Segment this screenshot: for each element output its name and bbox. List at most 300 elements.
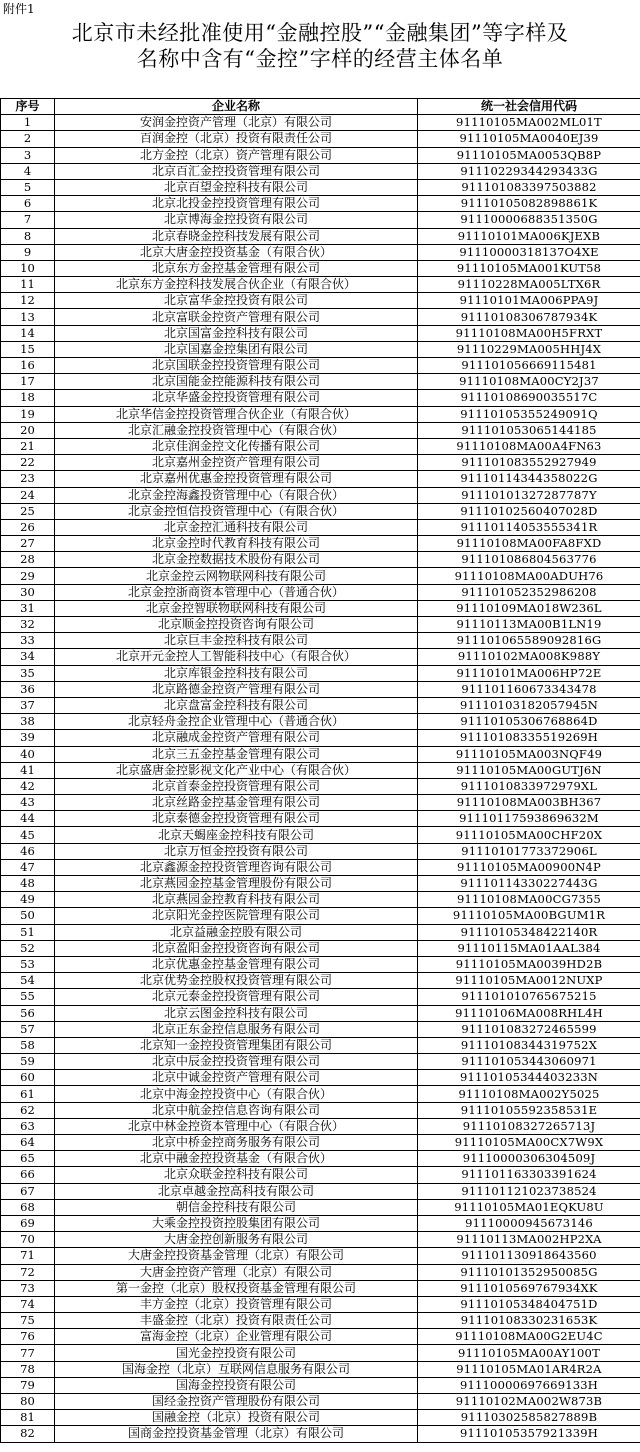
company-name: 北京富联金控资产管理有限公司 <box>55 309 418 325</box>
company-name: 大唐金控资产管理（北京）有限公司 <box>55 1264 418 1280</box>
company-name: 北京金控数据技术股份有限公司 <box>55 552 418 568</box>
table-row <box>1 1118 640 1134</box>
table-row <box>1 859 640 875</box>
table-row <box>1 260 640 276</box>
row-index: 62 <box>1 1102 55 1118</box>
row-index: 77 <box>1 1345 55 1361</box>
table-row <box>1 487 640 503</box>
row-index: 76 <box>1 1329 55 1345</box>
table-row <box>1 1021 640 1037</box>
company-name: 北京优势金控股权投资管理有限公司 <box>55 973 418 989</box>
credit-code: 91110229344293433G <box>418 163 640 179</box>
company-name: 北京知一金控投资管理集团有限公司 <box>55 1037 418 1053</box>
row-index: 6 <box>1 196 55 212</box>
row-index: 81 <box>1 1410 55 1426</box>
table-row <box>1 568 640 584</box>
company-name: 国融金控（北京）投资有限公司 <box>55 1410 418 1426</box>
row-index: 66 <box>1 1167 55 1183</box>
row-index: 13 <box>1 309 55 325</box>
company-name: 北京东方金控基金管理有限公司 <box>55 260 418 276</box>
credit-code: 91110101MA006HP72E <box>418 665 640 681</box>
credit-code: 91110105348422140R <box>418 924 640 940</box>
table-row <box>1 390 640 406</box>
table-row <box>1 228 640 244</box>
row-index: 43 <box>1 795 55 811</box>
company-name: 大唐金控投资基金管理（北京）有限公司 <box>55 1248 418 1264</box>
table-row <box>1 1232 640 1248</box>
table-row <box>1 196 640 212</box>
company-name: 北京北投金控投资管理有限公司 <box>55 196 418 212</box>
company-name: 北京首泰金控投资管理有限公司 <box>55 778 418 794</box>
company-name: 北京众联金控科技有限公司 <box>55 1167 418 1183</box>
credit-code: 91110105MA01EQKU8U <box>418 1199 640 1215</box>
credit-code: 91110105355249091Q <box>418 406 640 422</box>
company-name: 北京万恒金控投资有限公司 <box>55 843 418 859</box>
credit-code: 911101083552927949 <box>418 455 640 471</box>
company-name: 北京中航金控信息咨询有限公司 <box>55 1102 418 1118</box>
company-name: 北京正东金控信息服务有限公司 <box>55 1021 418 1037</box>
credit-code: 91110117593869632M <box>418 811 640 827</box>
company-name: 北京汇融金控投资管理中心（有限合伙） <box>55 422 418 438</box>
company-name: 北京华盛金控投资管理有限公司 <box>55 390 418 406</box>
company-name: 北京金控浙商资本管理中心（普通合伙） <box>55 584 418 600</box>
credit-code: 91110105357921339H <box>418 1426 640 1442</box>
table-row <box>1 455 640 471</box>
table-row <box>1 163 640 179</box>
credit-code: 91110105MA00CX7W9X <box>418 1135 640 1151</box>
row-index: 68 <box>1 1199 55 1215</box>
row-index: 29 <box>1 568 55 584</box>
company-name: 北京云图金控科技有限公司 <box>55 1005 418 1021</box>
row-index: 3 <box>1 147 55 163</box>
company-name: 北京东方金控科技发展合伙企业（有限合伙） <box>55 277 418 293</box>
credit-code: 9111010833972979XL <box>418 778 640 794</box>
credit-code: 911101160673343478 <box>418 681 640 697</box>
table-row <box>1 665 640 681</box>
table-row <box>1 1248 640 1264</box>
credit-code: 91110105348404751D <box>418 1296 640 1312</box>
credit-code: 911101121023738524 <box>418 1183 640 1199</box>
credit-code: 911101056669115481 <box>418 358 640 374</box>
company-name: 北京国能金控能源科技有限公司 <box>55 374 418 390</box>
company-name: 北京嘉州优惠金控投资管理有限公司 <box>55 471 418 487</box>
company-name: 北京元泰金控投资管理有限公司 <box>55 989 418 1005</box>
credit-code: 91110105MA002ML01T <box>418 115 640 131</box>
credit-code: 91110101352950085G <box>418 1264 640 1280</box>
table-row <box>1 778 640 794</box>
company-name: 大乘金控投资控股集团有限公司 <box>55 1215 418 1231</box>
company-name: 北京益融金控股有限公司 <box>55 924 418 940</box>
credit-code: 91110108335519269H <box>418 730 640 746</box>
row-index: 4 <box>1 163 55 179</box>
table-row <box>1 1086 640 1102</box>
company-name: 北京百汇金控投资管理有限公司 <box>55 163 418 179</box>
row-index: 74 <box>1 1296 55 1312</box>
table-body <box>1 115 640 1442</box>
row-index: 75 <box>1 1313 55 1329</box>
company-name: 丰盛金控（北京）投资有限责任公司 <box>55 1313 418 1329</box>
credit-code: 91110102MA002W873B <box>418 1394 640 1410</box>
company-name: 第一金控（北京）股权投资基金管理有限公司 <box>55 1280 418 1296</box>
row-index: 32 <box>1 617 55 633</box>
table-row <box>1 1426 640 1442</box>
row-index: 41 <box>1 762 55 778</box>
credit-code: 91110105MA0053QB8P <box>418 147 640 163</box>
table-row <box>1 438 640 454</box>
company-name: 北京金控智联物联网科技有限公司 <box>55 600 418 616</box>
company-name: 北京燕园金控基金管理股份有限公司 <box>55 876 418 892</box>
table-row <box>1 374 640 390</box>
company-name: 北京嘉州金控资产管理有限公司 <box>55 455 418 471</box>
company-name: 安润金控资产管理（北京）有限公司 <box>55 115 418 131</box>
credit-code: 91110101MA006PPA9J <box>418 293 640 309</box>
company-name: 北京盈阳金控投资咨询有限公司 <box>55 940 418 956</box>
header-credit-code: 统一社会信用代码 <box>418 99 640 115</box>
row-index: 19 <box>1 406 55 422</box>
company-name: 北京燕园金控教育科技有限公司 <box>55 892 418 908</box>
company-name: 国海金控（北京）互联网信息服务有限公司 <box>55 1361 418 1377</box>
row-index: 30 <box>1 584 55 600</box>
table-row <box>1 244 640 260</box>
row-index: 70 <box>1 1232 55 1248</box>
company-name: 北京库银金控科技有限公司 <box>55 665 418 681</box>
table-row <box>1 730 640 746</box>
credit-code: 91110113MA002HP2XA <box>418 1232 640 1248</box>
credit-code: 91110102MA008K988Y <box>418 649 640 665</box>
company-name: 北京金控云网物联网科技有限公司 <box>55 568 418 584</box>
credit-code: 911101130918643560 <box>418 1248 640 1264</box>
row-index: 52 <box>1 940 55 956</box>
row-index: 59 <box>1 1054 55 1070</box>
table-row <box>1 1361 640 1377</box>
row-index: 5 <box>1 179 55 195</box>
table-row <box>1 1102 640 1118</box>
table-row <box>1 584 640 600</box>
row-index: 21 <box>1 438 55 454</box>
credit-code: 911101052352986208 <box>418 584 640 600</box>
company-name: 北京路德金控资产管理有限公司 <box>55 681 418 697</box>
enterprise-table <box>0 98 640 1443</box>
row-index: 57 <box>1 1021 55 1037</box>
credit-code: 91110115MA01AAL384 <box>418 940 640 956</box>
table-row <box>1 681 640 697</box>
credit-code: 91110105306768864D <box>418 714 640 730</box>
table-row <box>1 536 640 552</box>
row-index: 37 <box>1 697 55 713</box>
header-company-name: 企业名称 <box>55 99 418 115</box>
credit-code: 91110109MA018W236L <box>418 600 640 616</box>
company-name: 北京轻舟金控企业管理中心（普通合伙） <box>55 714 418 730</box>
credit-code: 91110108330231653K <box>418 1313 640 1329</box>
row-index: 69 <box>1 1215 55 1231</box>
table-row <box>1 1151 640 1167</box>
enterprise-table-container <box>0 98 640 1443</box>
company-name: 北京华信金控投资管理合伙企业（有限合伙） <box>55 406 418 422</box>
attachment-label: 附件1 <box>3 2 35 16</box>
row-index: 45 <box>1 827 55 843</box>
table-row <box>1 147 640 163</box>
table-row <box>1 908 640 924</box>
row-index: 27 <box>1 536 55 552</box>
row-index: 14 <box>1 325 55 341</box>
row-index: 34 <box>1 649 55 665</box>
row-index: 48 <box>1 876 55 892</box>
company-name: 富海金控（北京）企业管理有限公司 <box>55 1329 418 1345</box>
row-index: 16 <box>1 358 55 374</box>
row-index: 50 <box>1 908 55 924</box>
credit-code: 91110105MA001KUT58 <box>418 260 640 276</box>
row-index: 33 <box>1 633 55 649</box>
table-row <box>1 600 640 616</box>
company-name: 北京中林金控资本管理中心（有限合伙） <box>55 1118 418 1134</box>
company-name: 北京博海金控投资有限公司 <box>55 212 418 228</box>
credit-code: 91110108327265713J <box>418 1118 640 1134</box>
row-index: 58 <box>1 1037 55 1053</box>
row-index: 54 <box>1 973 55 989</box>
table-row <box>1 277 640 293</box>
document-title <box>0 20 640 72</box>
table-row <box>1 827 640 843</box>
company-name: 北京阳光金控医院管理有限公司 <box>55 908 418 924</box>
row-index: 38 <box>1 714 55 730</box>
company-name: 北京盘富金控科技有限公司 <box>55 697 418 713</box>
credit-code: 91110105MA00AY100T <box>418 1345 640 1361</box>
table-row <box>1 633 640 649</box>
credit-code: 91110105MA003NQF49 <box>418 746 640 762</box>
table-row <box>1 697 640 713</box>
row-index: 73 <box>1 1280 55 1296</box>
credit-code: 91110302585827889B <box>418 1410 640 1426</box>
credit-code: 91110113MA00B1LN19 <box>418 617 640 633</box>
row-index: 61 <box>1 1086 55 1102</box>
company-name: 北京丝路金控基金管理有限公司 <box>55 795 418 811</box>
row-index: 64 <box>1 1135 55 1151</box>
credit-code: 91110105MA00GUTJ6N <box>418 762 640 778</box>
company-name: 北京金控海鑫投资管理中心（有限合伙） <box>55 487 418 503</box>
table-row <box>1 131 640 147</box>
row-index: 17 <box>1 374 55 390</box>
company-name: 北京金控汇通科技有限公司 <box>55 519 418 535</box>
credit-code: 91110000318137O4XE <box>418 244 640 260</box>
company-name: 北京顺金控投资咨询有限公司 <box>55 617 418 633</box>
credit-code: 91110108MA00ADUH76 <box>418 568 640 584</box>
credit-code: 91110000697669133H <box>418 1377 640 1393</box>
credit-code: 911101163303391624 <box>418 1167 640 1183</box>
row-index: 10 <box>1 260 55 276</box>
credit-code: 91110229MA005HHJ4X <box>418 341 640 357</box>
company-name: 国海金控投资有限公司 <box>55 1377 418 1393</box>
company-name: 北京富华金控投资有限公司 <box>55 293 418 309</box>
row-index: 22 <box>1 455 55 471</box>
row-index: 51 <box>1 924 55 940</box>
row-index: 53 <box>1 956 55 972</box>
table-header-row <box>1 99 640 115</box>
table-row <box>1 422 640 438</box>
table-row <box>1 1183 640 1199</box>
company-name: 北京融成金控资产管理有限公司 <box>55 730 418 746</box>
company-name: 北京国联金控投资管理有限公司 <box>55 358 418 374</box>
credit-code: 91110105MA0012NUXP <box>418 973 640 989</box>
company-name: 国经金控资产管理股份有限公司 <box>55 1394 418 1410</box>
company-name: 北京金控恒信投资管理中心（有限合伙） <box>55 503 418 519</box>
table-row <box>1 309 640 325</box>
credit-code: 91110103182057945N <box>418 697 640 713</box>
credit-code: 91110000945673146 <box>418 1215 640 1231</box>
credit-code: 91110108344319752X <box>418 1037 640 1053</box>
title-line-2: 名称中含有“金控”字样的经营主体名单 <box>136 47 504 71</box>
company-name: 北京大唐金控投资基金（有限合伙） <box>55 244 418 260</box>
row-index: 35 <box>1 665 55 681</box>
row-index: 55 <box>1 989 55 1005</box>
row-index: 7 <box>1 212 55 228</box>
row-index: 18 <box>1 390 55 406</box>
title-line-1: 北京市未经批准使用“金融控股”“金融集团”等字样及 <box>71 21 569 45</box>
table-row <box>1 1329 640 1345</box>
credit-code: 911101086804563776 <box>418 552 640 568</box>
credit-code: 91110108690035517C <box>418 390 640 406</box>
table-row <box>1 406 640 422</box>
row-index: 79 <box>1 1377 55 1393</box>
table-row <box>1 1410 640 1426</box>
table-row <box>1 1054 640 1070</box>
table-row <box>1 956 640 972</box>
company-name: 北京中诚金控资产管理有限公司 <box>55 1070 418 1086</box>
row-index: 71 <box>1 1248 55 1264</box>
row-index: 36 <box>1 681 55 697</box>
table-row <box>1 892 640 908</box>
company-name: 北京中桥金控商务服务有限公司 <box>55 1135 418 1151</box>
table-row <box>1 1296 640 1312</box>
table-row <box>1 1199 640 1215</box>
table-row <box>1 1264 640 1280</box>
company-name: 北方金控（北京）资产管理有限公司 <box>55 147 418 163</box>
table-row <box>1 746 640 762</box>
credit-code: 91110105MA00CHF20X <box>418 827 640 843</box>
row-index: 42 <box>1 778 55 794</box>
credit-code: 91110108306787934K <box>418 309 640 325</box>
row-index: 56 <box>1 1005 55 1021</box>
row-index: 39 <box>1 730 55 746</box>
table-row <box>1 617 640 633</box>
row-index: 8 <box>1 228 55 244</box>
company-name: 丰方金控（北京）投资管理有限公司 <box>55 1296 418 1312</box>
row-index: 12 <box>1 293 55 309</box>
table-row <box>1 649 640 665</box>
table-row <box>1 1005 640 1021</box>
credit-code: 911101065589092816G <box>418 633 640 649</box>
credit-code: 911101010765675215 <box>418 989 640 1005</box>
credit-code: 91110114053555341R <box>418 519 640 535</box>
table-row <box>1 1167 640 1183</box>
credit-code: 91110114344358022G <box>418 471 640 487</box>
company-name: 国商金控投资基金管理（北京）有限公司 <box>55 1426 418 1442</box>
credit-code: 911101083272465599 <box>418 1021 640 1037</box>
credit-code: 91110108MA002Y5025 <box>418 1086 640 1102</box>
credit-code: 91110105344403233N <box>418 1070 640 1086</box>
credit-code: 91110108MA00CG7355 <box>418 892 640 908</box>
row-index: 9 <box>1 244 55 260</box>
table-row <box>1 293 640 309</box>
credit-code: 91110105MA0039HD2B <box>418 956 640 972</box>
row-index: 47 <box>1 859 55 875</box>
company-name: 国光金控投资有限公司 <box>55 1345 418 1361</box>
credit-code: 91110105MA00BGUM1R <box>418 908 640 924</box>
row-index: 60 <box>1 1070 55 1086</box>
row-index: 44 <box>1 811 55 827</box>
credit-code: 911101053443060971 <box>418 1054 640 1070</box>
table-row <box>1 762 640 778</box>
company-name: 北京春晓金控科技发展有限公司 <box>55 228 418 244</box>
credit-code: 91110101327287787Y <box>418 487 640 503</box>
company-name: 北京鑫源金控投资管理咨询有限公司 <box>55 859 418 875</box>
row-index: 78 <box>1 1361 55 1377</box>
company-name: 北京国嘉金控集团有限公司 <box>55 341 418 357</box>
table-row <box>1 1394 640 1410</box>
credit-code: 91110000688351350G <box>418 212 640 228</box>
table-row <box>1 876 640 892</box>
company-name: 北京中融金控投资基金（有限合伙） <box>55 1151 418 1167</box>
company-name: 北京天蝎座金控科技有限公司 <box>55 827 418 843</box>
table-row <box>1 989 640 1005</box>
credit-code: 91110108MA003BH367 <box>418 795 640 811</box>
table-row <box>1 843 640 859</box>
table-row <box>1 1037 640 1053</box>
row-index: 72 <box>1 1264 55 1280</box>
table-row <box>1 325 640 341</box>
company-name: 百润金控（北京）投资有限责任公司 <box>55 131 418 147</box>
company-name: 北京百望金控科技有限公司 <box>55 179 418 195</box>
credit-code: 91110108MA00A4FN63 <box>418 438 640 454</box>
row-index: 40 <box>1 746 55 762</box>
table-row <box>1 519 640 535</box>
table-row <box>1 1215 640 1231</box>
company-name: 北京泰德金控投资管理有限公司 <box>55 811 418 827</box>
table-row <box>1 940 640 956</box>
credit-code: 911101083397503882 <box>418 179 640 195</box>
table-row <box>1 1135 640 1151</box>
row-index: 80 <box>1 1394 55 1410</box>
row-index: 25 <box>1 503 55 519</box>
credit-code: 91110106MA008RHL4H <box>418 1005 640 1021</box>
credit-code: 91110108MA00G2EU4C <box>418 1329 640 1345</box>
company-name: 北京金控时代教育科技有限公司 <box>55 536 418 552</box>
credit-code: 91110228MA005LTX6R <box>418 277 640 293</box>
row-index: 31 <box>1 600 55 616</box>
table-row <box>1 973 640 989</box>
row-index: 24 <box>1 487 55 503</box>
credit-code: 91110108MA00H5FRXT <box>418 325 640 341</box>
row-index: 67 <box>1 1183 55 1199</box>
credit-code: 91110105082898861K <box>418 196 640 212</box>
company-name: 北京卓越金控高科技有限公司 <box>55 1183 418 1199</box>
table-row <box>1 811 640 827</box>
header-index: 序号 <box>1 99 55 115</box>
credit-code: 91110000306304509J <box>418 1151 640 1167</box>
credit-code: 91110101773372906L <box>418 843 640 859</box>
row-index: 65 <box>1 1151 55 1167</box>
table-row <box>1 179 640 195</box>
row-index: 15 <box>1 341 55 357</box>
table-row <box>1 341 640 357</box>
credit-code: 91110105592358531E <box>418 1102 640 1118</box>
credit-code: 9111010569767934XK <box>418 1280 640 1296</box>
table-row <box>1 115 640 131</box>
credit-code: 91110114330227443G <box>418 876 640 892</box>
credit-code: 91110101MA006KJEXB <box>418 228 640 244</box>
row-index: 82 <box>1 1426 55 1442</box>
table-row <box>1 552 640 568</box>
table-row <box>1 1280 640 1296</box>
